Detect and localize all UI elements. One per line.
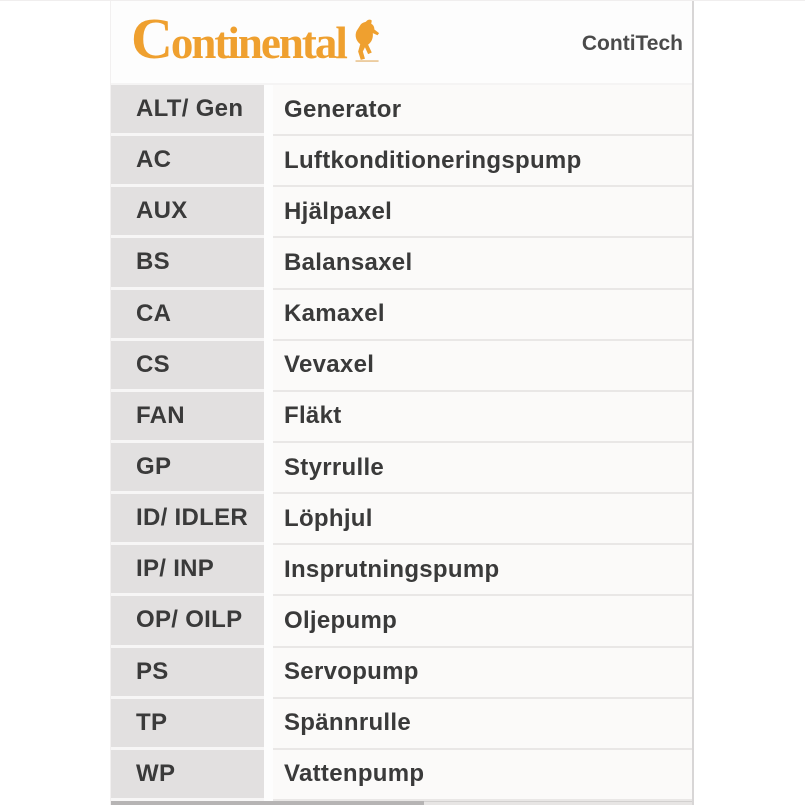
table-row bbox=[111, 648, 692, 699]
description-cell: Löphjul bbox=[273, 494, 692, 545]
abbreviation-cell: ALT/ Gen bbox=[111, 85, 264, 136]
table-row bbox=[111, 494, 692, 545]
table-row bbox=[111, 596, 692, 647]
content-area bbox=[110, 1, 694, 805]
table-row bbox=[111, 545, 692, 596]
abbreviation-table bbox=[111, 85, 692, 801]
column-gap bbox=[264, 443, 273, 494]
column-gap bbox=[264, 392, 273, 443]
header bbox=[111, 1, 692, 85]
table-row bbox=[111, 136, 692, 187]
table-row bbox=[111, 85, 692, 136]
abbreviation-cell: IP/ INP bbox=[111, 545, 264, 596]
description-cell: Styrrulle bbox=[273, 443, 692, 494]
column-gap bbox=[264, 341, 273, 392]
bottom-strip-right bbox=[424, 801, 692, 805]
bottom-strip bbox=[111, 801, 692, 805]
column-gap bbox=[264, 290, 273, 341]
abbreviation-cell: TP bbox=[111, 699, 264, 750]
column-gap bbox=[264, 545, 273, 596]
description-cell: Luftkonditioneringspump bbox=[273, 136, 692, 187]
bottom-strip-left bbox=[111, 801, 424, 805]
table-row bbox=[111, 392, 692, 443]
contitech-logo: ContiTech bbox=[581, 32, 683, 55]
table-row bbox=[111, 187, 692, 238]
column-gap bbox=[264, 187, 273, 238]
description-cell: Servopump bbox=[273, 648, 692, 699]
column-gap bbox=[264, 136, 273, 187]
abbreviation-cell: PS bbox=[111, 648, 264, 699]
abbreviation-cell: GP bbox=[111, 443, 264, 494]
table-row bbox=[111, 238, 692, 289]
description-cell: Vevaxel bbox=[273, 341, 692, 392]
column-gap bbox=[264, 596, 273, 647]
table-row bbox=[111, 341, 692, 392]
abbreviation-cell: FAN bbox=[111, 392, 264, 443]
continental-logo bbox=[131, 6, 382, 73]
description-cell: Balansaxel bbox=[273, 238, 692, 289]
abbreviation-cell: CA bbox=[111, 290, 264, 341]
column-gap bbox=[264, 238, 273, 289]
abbreviation-cell: AUX bbox=[111, 187, 264, 238]
description-cell: Vattenpump bbox=[273, 750, 692, 801]
description-cell: Kamaxel bbox=[273, 290, 692, 341]
column-gap bbox=[264, 85, 273, 136]
abbreviation-cell: AC bbox=[111, 136, 264, 187]
continental-wordmark: Continental bbox=[131, 6, 346, 71]
column-gap bbox=[264, 494, 273, 545]
description-cell: Spännrulle bbox=[273, 699, 692, 750]
description-cell: Fläkt bbox=[273, 392, 692, 443]
table-row bbox=[111, 699, 692, 750]
description-cell: Oljepump bbox=[273, 596, 692, 647]
abbreviation-cell: ID/ IDLER bbox=[111, 494, 264, 545]
abbreviation-cell: WP bbox=[111, 750, 264, 801]
table-row bbox=[111, 443, 692, 494]
column-gap bbox=[264, 750, 273, 801]
description-cell: Hjälpaxel bbox=[273, 187, 692, 238]
abbreviation-cell: OP/ OILP bbox=[111, 596, 264, 647]
table-row bbox=[111, 750, 692, 801]
abbreviation-cell: BS bbox=[111, 238, 264, 289]
column-gap bbox=[264, 699, 273, 750]
description-cell: Insprutningspump bbox=[273, 545, 692, 596]
rearing-horse-icon bbox=[350, 19, 382, 68]
abbreviation-cell: CS bbox=[111, 341, 264, 392]
description-cell: Generator bbox=[273, 85, 692, 136]
column-gap bbox=[264, 648, 273, 699]
table-row bbox=[111, 290, 692, 341]
